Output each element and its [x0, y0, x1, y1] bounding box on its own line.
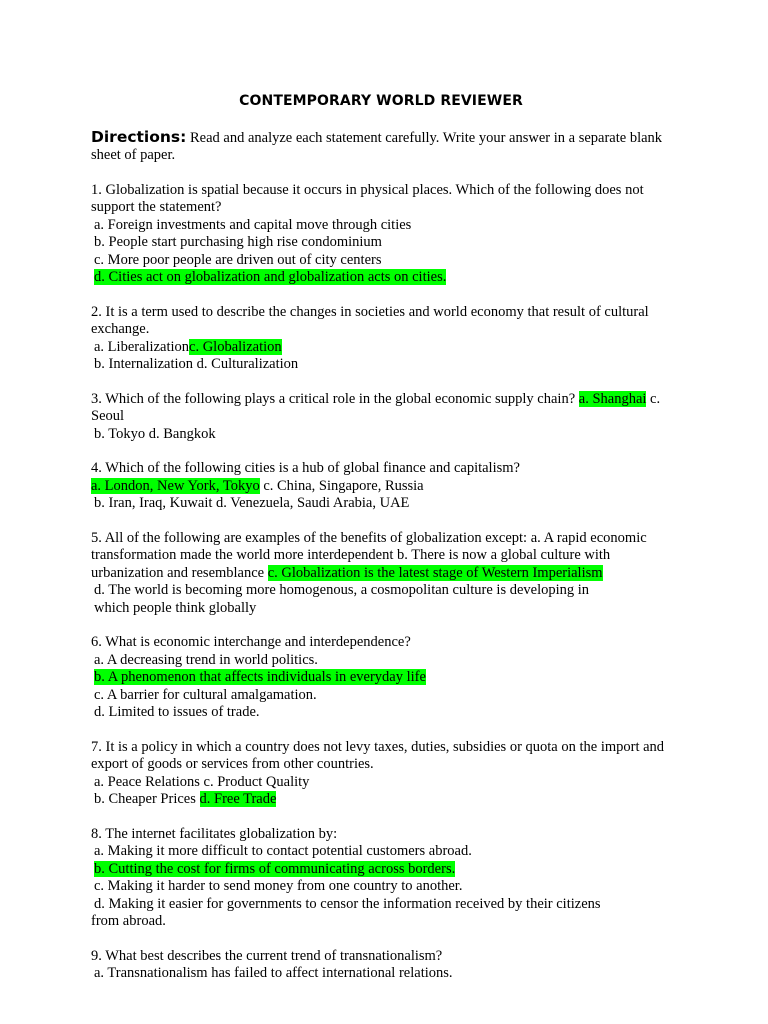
choice-c: c. China, Singapore, Russia — [263, 477, 424, 494]
question-3 — [91, 391, 681, 444]
choice-a: a. Peace Relations — [94, 773, 200, 790]
question-stem: 3. Which of the following plays a critical role in the global economic supply chain? — [91, 390, 576, 407]
choice-b: b. There is now a global culture with urbanization and resemblance — [91, 547, 611, 581]
choice-b: b. Tokyo — [94, 425, 146, 442]
answer-highlight: d. Free Trade — [199, 791, 277, 807]
question-stem: 4. Which of the following cities is a hub of global finance and capitalism? — [91, 460, 520, 476]
directions-label: Directions: — [91, 127, 187, 146]
choice-d: d. Limited to issues of trade. — [94, 704, 260, 720]
choice-b: b. Cheaper Prices — [94, 791, 196, 807]
answer-highlight: c. Globalization — [189, 338, 282, 355]
choice-c: c. Seoul — [91, 390, 661, 424]
choice-c: c. Product Quality — [203, 773, 310, 790]
choice-a: a. Making it more difficult to contact potential customers abroad. — [94, 843, 472, 859]
question-stem: 8. The internet facilitates globalization by: — [91, 825, 338, 842]
document-page — [91, 93, 681, 1000]
choice-a: a. Foreign investments and capital move through cities — [94, 216, 412, 233]
choice-d: d. The world is becoming more homogenous, a cosmopolitan culture is developing in — [94, 582, 590, 598]
choice-a: a. Liberalization — [94, 338, 190, 355]
question-stem: 9. What best describes the current trend of transnationalism? — [91, 947, 443, 964]
answer-highlight: d. Cities act on globalization and globalization acts on cities. — [94, 269, 447, 285]
question-stem: 5. All of the following are examples of the benefits of globalization except: — [91, 529, 528, 546]
page-title: CONTEMPORARY WORLD REVIEWER — [239, 93, 523, 109]
answer-highlight: a. Shanghai — [578, 390, 647, 407]
answer-highlight: a. London, New York, Tokyo — [91, 477, 260, 494]
answer-highlight: c. Globalization is the latest stage of Western Imperialism — [267, 564, 603, 581]
choice-d: d. Venezuela, Saudi Arabia, UAE — [216, 495, 410, 511]
question-stem: 2. It is a term used to describe the changes in societies and world economy that result of cultural exchange. — [91, 303, 649, 337]
choice-a: a. Transnationalism has failed to affect international relations. — [94, 965, 453, 981]
question-8 — [91, 826, 681, 931]
question-stem: 7. It is a policy in which a country does not levy taxes, duties, subsidies or quota on the import and export of goods or services from other countries. — [91, 738, 665, 772]
question-7 — [91, 739, 681, 809]
question-4 — [91, 460, 681, 513]
choice-b: b. Internalization — [94, 356, 194, 372]
directions-text: Read and analyze each statement carefully. Write your answer in a separate blank sheet of paper. — [91, 129, 663, 163]
question-stem: 1. Globalization is spatial because it occurs in physical places. Which of the following does not support the statement? — [91, 181, 644, 215]
question-6 — [91, 634, 681, 722]
choice-c: c. Making it harder to send money from one country to another. — [94, 878, 463, 894]
question-stem: 6. What is economic interchange and interdependence? — [91, 634, 411, 650]
answer-highlight: b. Cutting the cost for firms of communicating across borders. — [94, 860, 456, 877]
choice-d: d. Culturalization — [196, 356, 299, 372]
choice-d-continued: which people think globally — [94, 599, 257, 616]
choice-b: b. Iran, Iraq, Kuwait — [94, 495, 213, 511]
question-9 — [91, 948, 681, 983]
choice-a: a. A decreasing trend in world politics. — [94, 651, 318, 668]
choice-b: b. People start purchasing high rise condominium — [94, 234, 382, 250]
answer-highlight: b. A phenomenon that affects individuals in everyday life — [94, 669, 426, 685]
question-2 — [91, 304, 681, 374]
choice-c: c. A barrier for cultural amalgamation. — [94, 686, 317, 703]
directions — [91, 129, 681, 165]
choice-c: c. More poor people are driven out of city centers — [94, 251, 382, 268]
choice-d: d. Bangkok — [148, 425, 216, 442]
question-1 — [91, 182, 681, 287]
choice-d-continued: from abroad. — [91, 913, 166, 929]
question-5 — [91, 530, 681, 618]
choice-d: d. Making it easier for governments to censor the information received by their citizens — [94, 895, 601, 912]
choice-a: a. A rapid economic transformation made the world more interdependent — [91, 529, 647, 563]
